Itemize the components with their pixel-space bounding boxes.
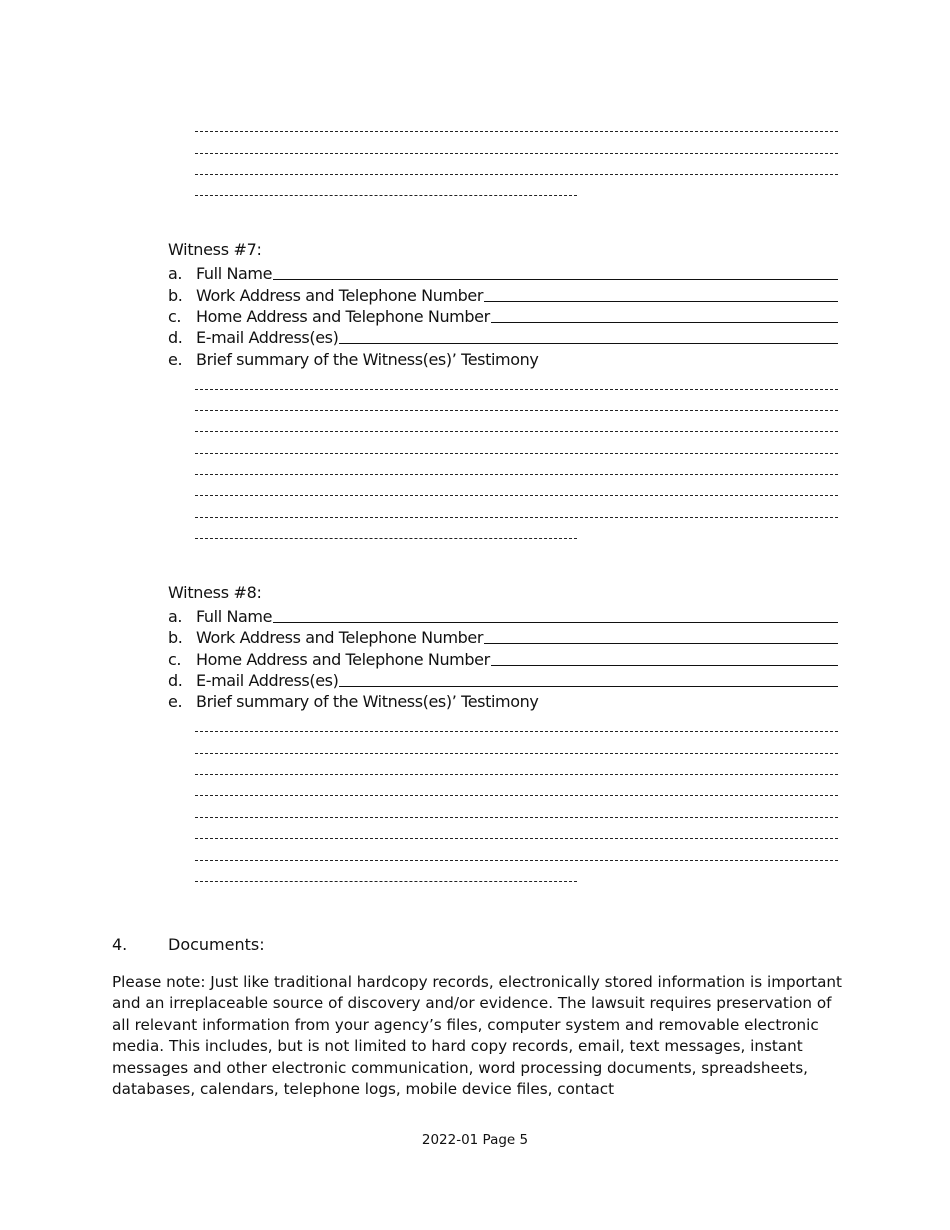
witness-7-full-name: [168, 261, 838, 283]
email-field[interactable]: [339, 686, 838, 687]
blank-line: [195, 817, 838, 818]
home-address-field[interactable]: [491, 665, 838, 666]
item-letter: e.: [168, 350, 183, 369]
item-label: Brief summary of the Witness(es)’ Testimony: [196, 350, 539, 369]
blank-line: [195, 881, 577, 882]
blank-line: [195, 538, 577, 539]
item-label: E-mail Address(es): [196, 671, 339, 690]
full-name-field[interactable]: [273, 622, 838, 623]
documents-paragraph: Please note: Just like traditional hardcopy records, electronically stored information is important and an irreplaceable source of discovery and/or evidence. The lawsuit requires preservation of all relevant information from your agency’s files, computer system and removable electronic media. This includes, but is not limited to hard copy records, email, text messages, instant messages and other electronic communication, word processing documents, spreadsheets, databases, calendars, telephone logs, mobile device files, contact: [112, 973, 843, 1099]
witness-7-email: [168, 325, 838, 347]
blank-line: [195, 195, 577, 196]
blank-line: [195, 774, 838, 775]
blank-line: [195, 453, 838, 454]
blank-line: [195, 431, 838, 432]
item-label: Work Address and Telephone Number: [196, 286, 484, 305]
section-number: 4.: [112, 935, 128, 954]
witness-8-full-name: [168, 604, 838, 626]
blank-line: [195, 795, 838, 796]
witness-7-home-address: [168, 304, 838, 326]
blank-line: [195, 517, 838, 518]
blank-line: [195, 753, 838, 754]
item-letter: d.: [168, 671, 183, 690]
blank-line: [195, 131, 838, 132]
item-letter: b.: [168, 286, 183, 305]
home-address-field[interactable]: [491, 322, 838, 323]
item-label: Home Address and Telephone Number: [196, 307, 490, 326]
witness-8-work-address: [168, 625, 838, 647]
item-label: Full Name: [196, 264, 273, 283]
item-letter: c.: [168, 650, 182, 669]
blank-line: [195, 838, 838, 839]
page-footer: 2022-01 Page 5: [421, 1132, 529, 1148]
witness-8-testimony: [168, 689, 838, 711]
item-label: Home Address and Telephone Number: [196, 650, 490, 669]
witness-7-heading: Witness #7:: [168, 240, 262, 259]
blank-line: [195, 174, 838, 175]
blank-line: [195, 495, 838, 496]
section-title: Documents:: [168, 935, 265, 954]
blank-line: [195, 731, 838, 732]
blank-line: [195, 410, 838, 411]
witness-8-home-address: [168, 647, 838, 669]
blank-line: [195, 860, 838, 861]
witness-8-heading: Witness #8:: [168, 583, 262, 602]
item-letter: c.: [168, 307, 182, 326]
item-label: Brief summary of the Witness(es)’ Testimony: [196, 692, 539, 711]
item-letter: e.: [168, 692, 183, 711]
witness-8-email: [168, 668, 838, 690]
witness-7-work-address: [168, 283, 838, 305]
email-field[interactable]: [339, 343, 838, 344]
item-letter: b.: [168, 628, 183, 647]
item-letter: d.: [168, 328, 183, 347]
blank-line: [195, 389, 838, 390]
blank-line: [195, 474, 838, 475]
full-name-field[interactable]: [273, 279, 838, 280]
work-address-field[interactable]: [484, 301, 838, 302]
work-address-field[interactable]: [484, 643, 838, 644]
witness-7-testimony: [168, 347, 838, 369]
item-label: Full Name: [196, 607, 273, 626]
item-letter: a.: [168, 264, 183, 283]
blank-line: [195, 153, 838, 154]
item-letter: a.: [168, 607, 183, 626]
item-label: Work Address and Telephone Number: [196, 628, 484, 647]
item-label: E-mail Address(es): [196, 328, 339, 347]
